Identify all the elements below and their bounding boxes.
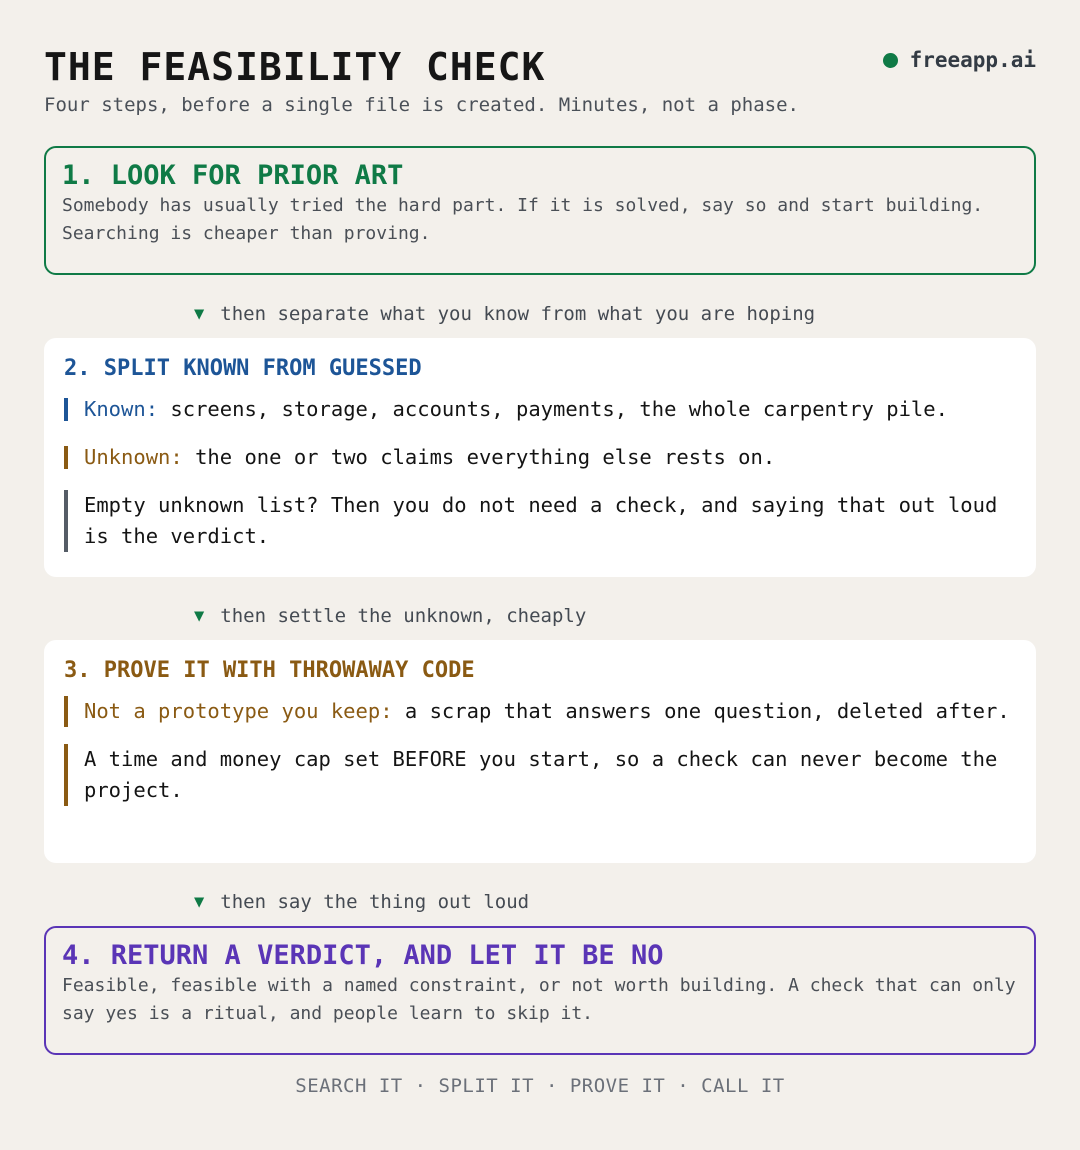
known-point bbox=[64, 394, 1016, 425]
step-3-card bbox=[44, 640, 1036, 863]
footer-summary: SEARCH IT · SPLIT IT · PROVE IT · CALL IT bbox=[295, 1075, 785, 1097]
unknown-label: Unknown: bbox=[84, 445, 183, 469]
brand bbox=[883, 48, 1036, 72]
unknown-text: the one or two claims everything else rests on. bbox=[182, 445, 776, 469]
step-4-description: Feasible, feasible with a named constraint, or not worth building. A check that can only say yes is a ritual, and people learn to skip it. bbox=[62, 975, 1016, 1024]
connector-1-text: then separate what you know from what you are hoping bbox=[220, 303, 816, 325]
step-1-card bbox=[44, 146, 1036, 275]
cap-text: A time and money cap set BEFORE you start, so a check can never become the project. bbox=[84, 747, 998, 802]
step-4-card bbox=[44, 926, 1036, 1055]
brand-dot-icon bbox=[883, 53, 898, 68]
down-triangle-icon: ▼ bbox=[194, 606, 205, 626]
unknown-point bbox=[64, 442, 1016, 473]
step-2-title: 2. SPLIT KNOWN FROM GUESSED bbox=[64, 356, 422, 381]
down-triangle-icon: ▼ bbox=[194, 892, 205, 912]
known-text: screens, storage, accounts, payments, the whole carpentry pile. bbox=[158, 397, 948, 421]
connector-2-text: then settle the unknown, cheaply bbox=[220, 605, 587, 627]
throwaway-label: Not a prototype you keep: bbox=[84, 699, 393, 723]
verdict-note-point bbox=[64, 490, 1016, 552]
connector-1 bbox=[194, 303, 815, 325]
throwaway-text: a scrap that answers one question, deleted after. bbox=[392, 699, 1010, 723]
step-1-title: 1. LOOK FOR PRIOR ART bbox=[62, 160, 404, 191]
connector-3 bbox=[194, 891, 529, 913]
known-label: Known: bbox=[84, 397, 159, 421]
verdict-note-text: Empty unknown list? Then you do not need a check, and saying that out loud is the verdict. bbox=[84, 493, 998, 548]
step-1-description: Somebody has usually tried the hard part. If it is solved, say so and start building. Searching is cheaper than proving. bbox=[62, 195, 984, 244]
down-triangle-icon: ▼ bbox=[194, 304, 205, 324]
page-subtitle: Four steps, before a single file is created. Minutes, not a phase. bbox=[44, 94, 799, 116]
throwaway-point bbox=[64, 696, 1016, 727]
connector-2 bbox=[194, 605, 586, 627]
step-2-card bbox=[44, 338, 1036, 577]
step-4-title: 4. RETURN A VERDICT, AND LET IT BE NO bbox=[62, 940, 664, 971]
connector-3-text: then say the thing out loud bbox=[220, 891, 530, 913]
step-3-title: 3. PROVE IT WITH THROWAWAY CODE bbox=[64, 658, 475, 683]
cap-point bbox=[64, 744, 1016, 806]
page-title: THE FEASIBILITY CHECK bbox=[44, 45, 546, 89]
brand-name: freeapp.ai bbox=[909, 48, 1036, 72]
